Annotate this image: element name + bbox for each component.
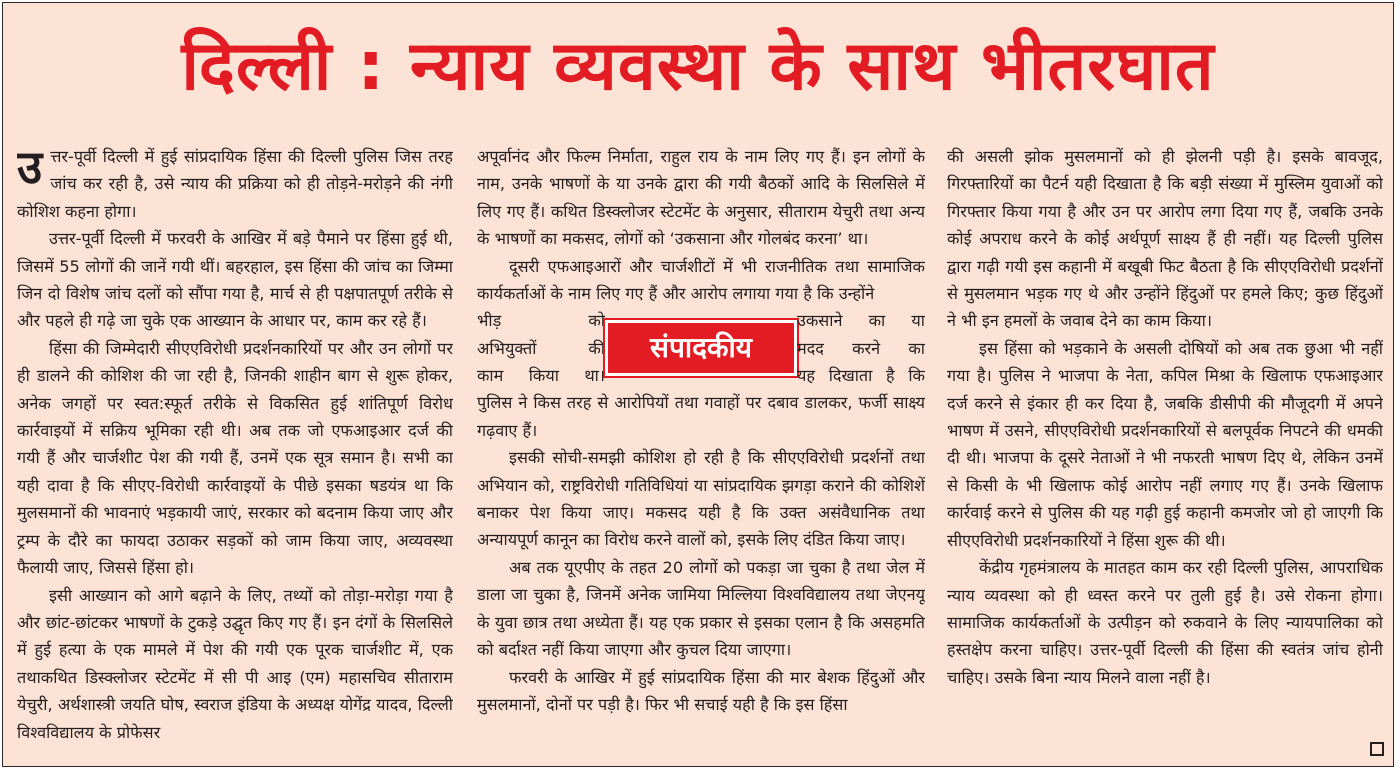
wrapped-text-left [477,307,605,389]
article-column-1 [17,143,453,763]
paragraph: इसकी सोची-समझी कोशिश हो रही है कि सीएएविरोधी प्रदर्शनों तथा अभियान को, राष्ट्रविरोधी गतिविधियां या सांप्रदायिक झगड़ा कराने की कोशिशें बनाकर पेश किया जाए। मकसद यही है कि उक्त असंवैधानिक तथा अन्यायपूर्ण कानून का विरोध करने वालों को, इसके लिए दंडित किया जाए। [477,448,925,550]
paragraph: उत्तर-पूर्वी दिल्ली में फरवरी के आखिर में बड़े पैमाने पर हिंसा हुई थी, जिसमें 55 लोगों की जानें गयी थीं। बहरहाल, इस हिंसा की जांच का जिम्मा जिन दो विशेष जांच दलों को सौंपा गया है, मार्च से ही पक्षपातपूर्ण तरीके से और पहले ही गढ़े जा चुके एक आख्यान के आधार पर, काम कर रहे हैं। [17,229,453,331]
paragraph: पुलिस ने किस तरह से आरोपियों तथा गवाहों पर दबाव डालकर, फर्जी साक्ष्य गढ़वाए हैं। [477,393,925,440]
section-label: संपादकीय [605,320,797,376]
headline: दिल्ली : न्याय व्यवस्था के साथ भीतरघात [181,27,1215,106]
paragraph: अपूर्वानंद और फिल्म निर्माता, राहुल राय के नाम लिए गए हैं। इन लोगों के नाम, उनके भाषणों के या उनके द्वारा की गयी बैठकों आदि के सिलसिले में लिए गए हैं। कथित डिस्क्लोजर स्टेटमेंट के अनुसार, सीताराम येचुरी तथा अन्य के भाषणों का मकसद, लोगों को ‘उकसाना और गोलबंद करना’ था। [477,147,925,249]
paragraph: अब तक यूएपीए के तहत 20 लोगों को पकड़ा जा चुका है तथा जेल में डाला जा चुका है, जिनमें अनेक जामिया मिल्लिया विश्वविद्यालय तथा जेएनयू के युवा छात्र तथा अध्येता हैं। यह एक प्रकार से इसका एलान है कि असहमति को बर्दाश्त नहीं किया जाएगा और कुचल दिया जाएगा। [477,557,925,660]
text-line: अभियुक्तों की [477,338,605,358]
text-line: काम किया था। [477,366,605,386]
text-line: भीड़ को [477,311,605,331]
paragraph: इस हिंसा को भड़काने के असली दोषियों को अब तक छुआ भी नहीं गया है। पुलिस ने भाजपा के नेता, कपिल मिश्रा के खिलाफ एफआइआर दर्ज करने से इंकार ही कर दिया है, जबकि डीसीपी की मौजूदगी में अपने भाषण में उसने, सीएएविरोधी प्रदर्शनकारियों से बलपूर्वक निपटने की धमकी दी थी। भाजपा के दूसरे नेताओं ने भी नफरती भाषण दिए थे, लेकिन उनमें से किसी के भी खिलाफ कोई आरोप नहीं लगाए गए हैं। उनके खिलाफ कार्रवाई करने से पुलिस की यह गढ़ी हुई कहानी कमजोर जो हो जाएगी कि सीएएविरोधी प्रदर्शनकारियों ने हिंसा शुरू की थी। [947,338,1383,550]
paragraph: दूसरी एफआइआरों और चार्जशीटों में भी राजनीतिक तथा सामाजिक कार्यकर्ताओं के नाम लिए गए हैं और आरोप लगाया गया है कि उन्होंने [477,256,925,304]
drop-cap: उ [17,143,43,194]
text-line: यह दिखाता है कि [797,366,925,386]
editorial-page [2,2,1394,767]
paragraph: फरवरी के आखिर में हुई सांप्रदायिक हिंसा की मार बेशक हिंदुओं और मुसलमानों, दोनों पर पड़ी है। फिर भी सचाई यही है कि इस हिंसा [477,667,925,714]
text-line: मदद करने का [797,338,925,358]
paragraph [17,143,453,225]
wrapped-text-right [797,307,925,389]
end-of-article-mark [1370,742,1384,756]
article-column-3 [947,143,1383,763]
paragraph: केंद्रीय गृहमंत्रालय के मातहत काम कर रही दिल्ली पुलिस, आपराधिक न्याय व्यवस्था को ही ध्वस्त करने पर तुली हुई है। उसे रोकना होगा। सामाजिक कार्यकर्ताओं के उत्पीड़न को रुकवाने के लिए न्यायपालिका को हस्तक्षेप करना चाहिए। उत्तर-पूर्वी दिल्ली की हिंसा की स्वतंत्र जांच होनी चाहिए। उसके बिना न्याय मिलने वाला नहीं है। [947,558,1383,687]
text-line: उकसाने का या [797,311,925,331]
paragraph: की असली झोक मुसलमानों को ही झेलनी पड़ी है। इसके बावजूद, गिरफ्तारियों का पैटर्न यही दिखाता है कि बड़ी संख्या में मुस्लिम युवाओं को गिरफ्तार किया गया है और उन पर आरोप लगा दिया गए हैं, जबकि उनके कोई अपराध करने के कोई अर्थपूर्ण साक्ष्य हैं ही नहीं। यह दिल्ली पुलिस द्वारा गढ़ी गयी इस कहानी में बखूबी फिट बैठता है कि सीएएविरोधी प्रदर्शनों से मुसलमान भड़क गए थे और उन्होंने हिंदुओं पर हमले किए; कुछ हिंदुओं ने भी इन हमलों के जवाब देने का काम किया। [947,147,1383,331]
section-label-row [477,307,925,389]
article-column-2 [477,143,925,763]
paragraph: इसी आख्यान को आगे बढ़ाने के लिए, तथ्यों को तोड़ा-मरोड़ा गया है और छांट-छांटकर भाषणों के टुकड़े उद्घृत किए गए हैं। इन दंगों के सिलसिले में हुई हत्या के एक मामले में पेश की गयी एक पूरक चार्जशीट में, एक तथाकथित डिस्क्लोजर स्टेटमेंट में सी पी आइ (एम) महासचिव सीताराम येचुरी, अर्थशास्त्री जयति घोष, स्वराज इंडिया के अध्यक्ष योगेंद्र यादव, दिल्ली विश्वविद्यालय के प्रोफेसर [17,585,453,742]
paragraph-text: त्तर-पूर्वी दिल्ली में हुई सांप्रदायिक हिंसा की दिल्ली पुलिस जिस तरह जांच कर रही है, उसे न्याय की प्रक्रिया को ही तोड़ने-मरोड़ने की नंगी कोशिश कहना होगा। [17,147,453,221]
paragraph: हिंसा की जिम्मेदारी सीएएविरोधी प्रदर्शनकारियों पर और उन लोगों पर ही डालने की कोशिश की जा रही है, जिनकी शाहीन बाग से शुरू होकर, अनेक जगहों पर स्वत:स्फूर्त तरीके से विकसित हुई शांतिपूर्ण विरोध कार्रवाइयों में सक्रिय भूमिका रही थी। अब तक जो एफआइआर दर्ज की गयी हैं और चार्जशीट पेश की गयी हैं, उनमें एक सूत्र समान है। सभी का यही दावा है कि सीएए-विरोधी कार्रवाइयों के पीछे इसका षडयंत्र था कि मुलसमानों की भावनाएं भड़कायी जाएं, सरकार को बदनाम किया जाए और ट्रम्प के दौरे का फायदा उठाकर सड़कों को जाम किया जाए, अव्यवस्था फैलायी जाए, जिससे हिंसा हो। [17,338,453,578]
